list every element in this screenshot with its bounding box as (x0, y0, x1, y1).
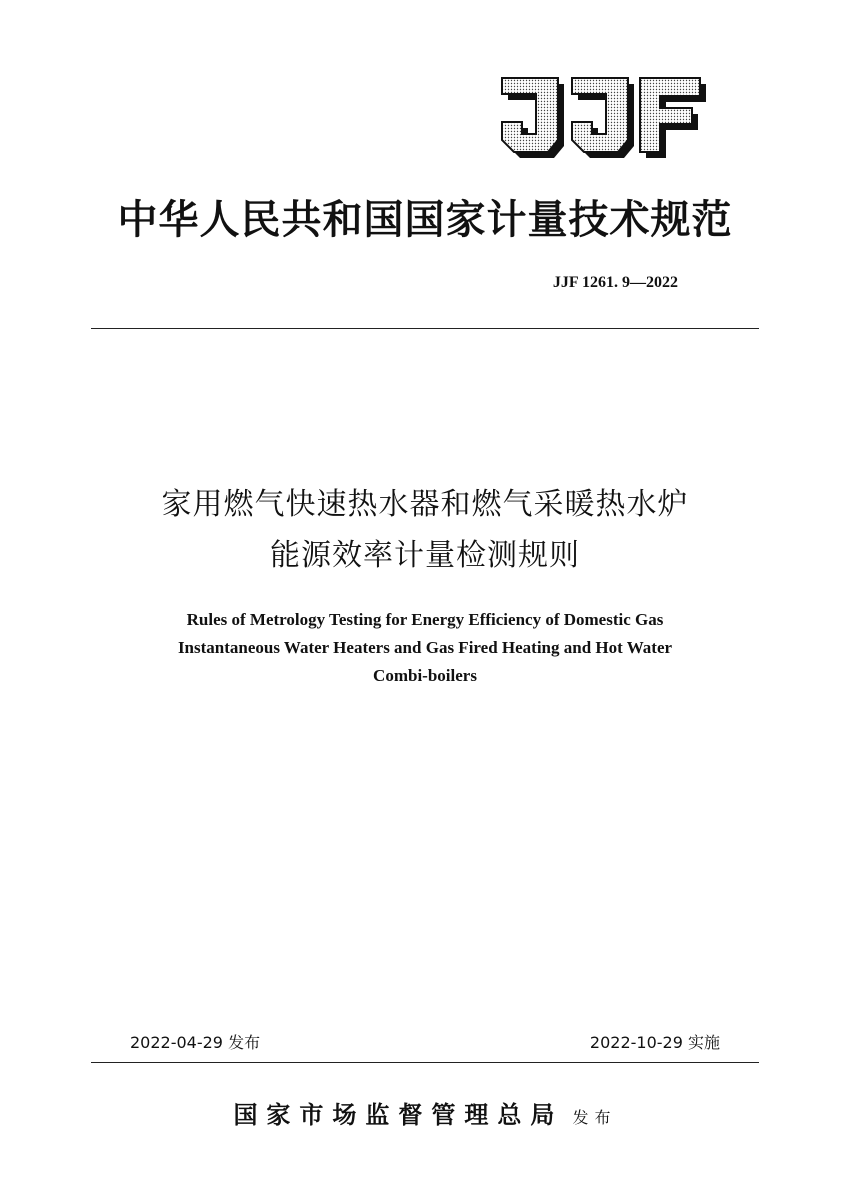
english-title (0, 606, 850, 690)
bottom-divider (91, 1062, 759, 1063)
publisher-name: 国家市场监督管理总局 (233, 1100, 564, 1129)
chinese-title-line-2: 能源效率计量检测规则 (270, 538, 580, 573)
top-divider (91, 328, 759, 329)
issue-date: 2022-04-29 发布 (130, 1033, 261, 1052)
jjf-logo-icon (492, 70, 710, 162)
effective-date: 2022-10-29 实施 (589, 1033, 720, 1052)
english-title-line-1: Rules of Metrology Testing for Energy Efficiency of Domestic Gas (186, 610, 664, 629)
document-number: JJF 1261. 9—2022 (552, 274, 678, 291)
publisher (0, 1095, 850, 1130)
chinese-title-line-1: 家用燃气快速热水器和燃气采暖热水炉 (161, 487, 689, 522)
org-title: 中华人民共和国国家计量技术规范 (117, 196, 733, 243)
english-title-line-3: Combi-boilers (373, 666, 477, 685)
publisher-suffix: 发布 (572, 1108, 617, 1127)
english-title-line-2: Instantaneous Water Heaters and Gas Fired Heating and Hot Water (177, 638, 673, 657)
